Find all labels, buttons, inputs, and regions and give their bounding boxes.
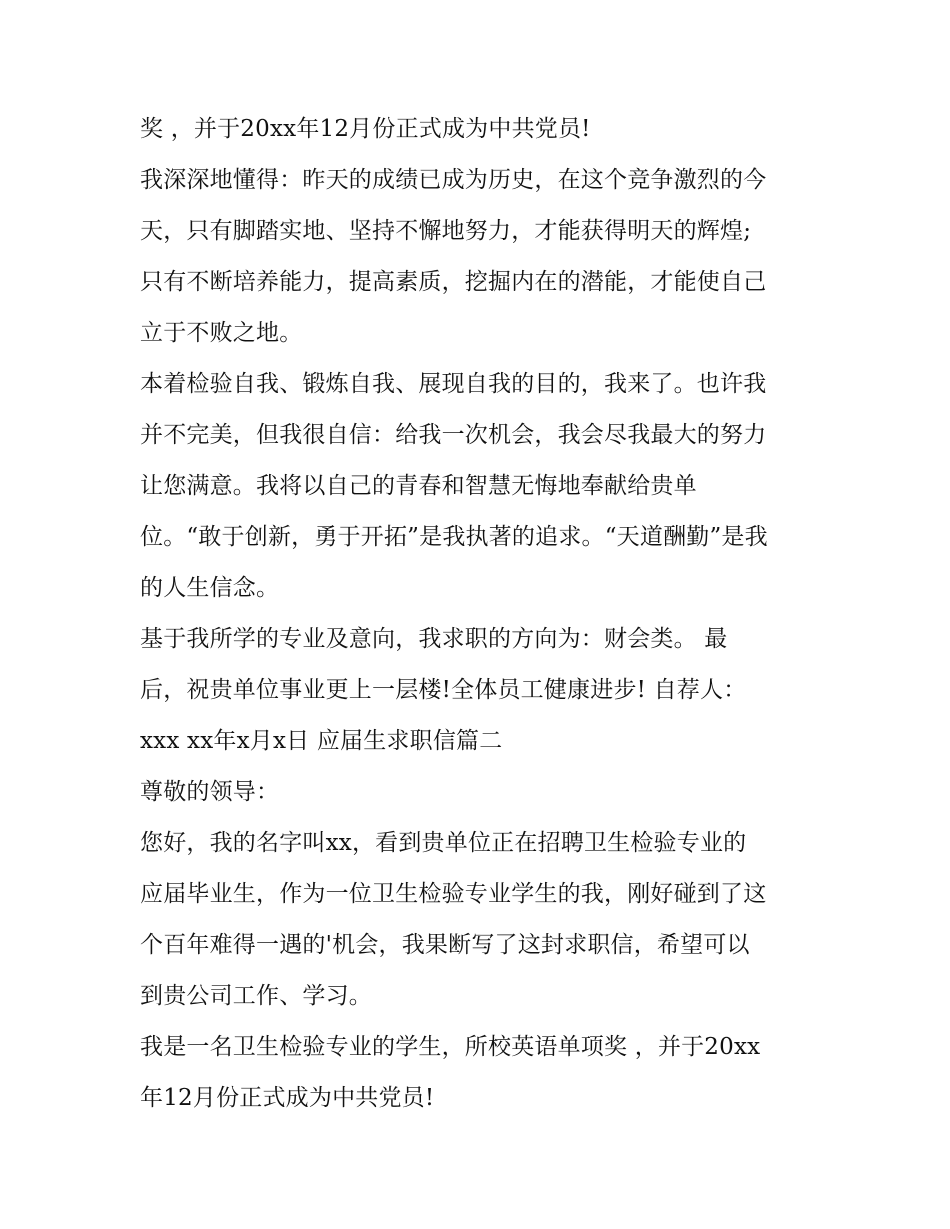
- text-line: 到贵公司工作、学习。: [140, 983, 372, 1009]
- text-line: 基于我所学的专业及意向，我求职的方向为：财会类。 最: [140, 626, 728, 652]
- text-line: 我是一名卫生检验专业的学生，所校英语单项奖 ，并于20xx: [140, 1034, 761, 1060]
- text-line: 让您满意。我将以自己的青春和智慧无悔地奉献给贵单: [140, 473, 697, 499]
- text-line: 本着检验自我、锻炼自我、展现自我的目的，我来了。也许我: [140, 371, 767, 397]
- text-line: 应届毕业生，作为一位卫生检验专业学生的我，刚好碰到了这: [140, 881, 767, 907]
- text-line: 天，只有脚踏实地、坚持不懈地努力，才能获得明天的辉煌;: [140, 218, 752, 244]
- text-line: 年12月份正式成为中共党员!: [140, 1085, 435, 1111]
- text-line: 个百年难得一遇的'机会，我果断写了这封求职信，希望可以: [140, 932, 750, 958]
- text-line: 立于不败之地。: [140, 320, 303, 346]
- text-line: 我深深地懂得：昨天的成绩已成为历史，在这个竞争激烈的今: [140, 167, 767, 193]
- text-line: 位。“敢于创新，勇于开拓”是我执著的追求。“天道酬勤”是我: [140, 524, 768, 550]
- text-line: 您好，我的名字叫xx，看到贵单位正在招聘卫生检验专业的: [140, 830, 747, 856]
- text-line: 的人生信念。: [140, 575, 280, 601]
- text-line: 奖 ，并于20xx年12月份正式成为中共党员!: [140, 116, 591, 142]
- text-line: xxx xx年x月x日 应届生求职信篇二: [140, 728, 503, 754]
- text-line: 后，祝贵单位事业更上一层楼!全体员工健康进步! 自荐人：: [140, 677, 747, 703]
- text-line: 尊敬的领导：: [140, 779, 280, 805]
- text-line: 并不完美，但我很自信：给我一次机会，我会尽我最大的努力: [140, 422, 767, 448]
- text-line: 只有不断培养能力，提高素质，挖掘内在的潜能，才能使自己: [140, 269, 767, 295]
- document-body: [140, 104, 840, 1124]
